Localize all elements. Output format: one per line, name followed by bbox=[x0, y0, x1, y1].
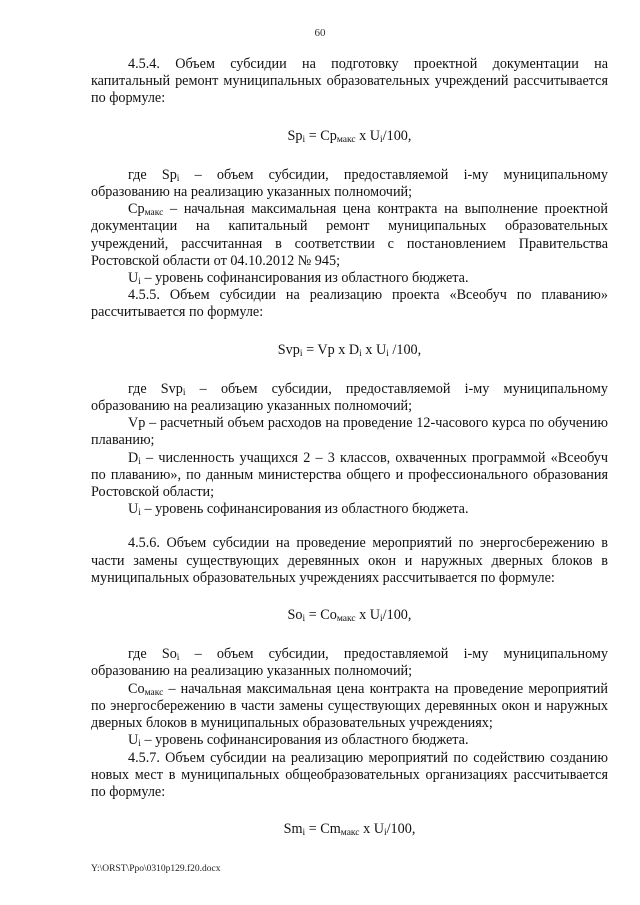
definition-sp: где $Sp_i$ – объем субсидии, предоставляемой i-му муниципальному образованию на реализацию указанных полномочий; bbox=[91, 166, 608, 201]
formula-so: $So_i = Co_{макс}$ x $U_i/100$, bbox=[287, 607, 412, 625]
section-4-5-4-intro: 4.5.4. Объем субсидии на подготовку проектной документации на капитальный ремонт муниципальных образовательных учреждений рассчитывается по формуле: bbox=[91, 56, 608, 107]
page-number: 60 bbox=[314, 27, 326, 39]
definition-cp: $Cp_{макс}$ – начальная максимальная цена контракта на выполнение проектной документации на капитальный ремонт муниципальных образовательных учреждений, рассчитанная в соответствии с постановлением Правительства Ростовской области от 04.10.2012 № 945; bbox=[91, 201, 608, 269]
formula-svp: Svp$_i$ = Vp x $D_i$ x $U_i$ /100, bbox=[277, 341, 422, 359]
definition-u: $U_i$ – уровень софинансирования из областного бюджета. bbox=[128, 501, 469, 519]
formula-sp: $Sp_i = Cp_{макс}$ x $U_i/100$, bbox=[287, 127, 412, 145]
definition-co: $Co_{макс}$ – начальная максимальная цена контракта на проведение мероприятий по энергосбережению в части замены существующих деревянных окон и наружных дверных блоков в муниципальных образовательных учреждениях; bbox=[91, 680, 608, 732]
definition-d: $D_i$ – численность учащихся 2 – 3 классов, охваченных программой «Всеобуч по плаванию», по данным министерства общего и профессионального образования Ростовской области; bbox=[91, 449, 608, 501]
definition-svp: где Svp$_i$ – объем субсидии, предоставляемой i-му муниципальному образованию на реализацию указанных полномочий; bbox=[91, 380, 608, 415]
definition-so: где $So_i$ – объем субсидии, предоставляемой i-му муниципальному образованию на реализацию указанных полномочий; bbox=[91, 646, 608, 680]
footer-file-path: Y:\ORST\Ppo\0310p129.f20.docx bbox=[91, 864, 221, 874]
formula-sm: $Sm_i = Cm_{макс}$ x $U_i/100$, bbox=[283, 821, 416, 839]
definition-u: $U_i$ – уровень софинансирования из областного бюджета. bbox=[128, 270, 469, 288]
section-4-5-7-intro: 4.5.7. Объем субсидии на реализацию мероприятий по содействию созданию новых мест в муниципальных общеобразовательных организациях рассчитывается по формуле: bbox=[91, 749, 608, 800]
definition-u: $U_i$ – уровень софинансирования из областного бюджета. bbox=[128, 732, 469, 750]
section-4-5-6-intro: 4.5.6. Объем субсидии на проведение мероприятий по энергосбережению в части замены существующих деревянных окон и наружных дверных блоков в муниципальных образовательных учреждениях рассчитывается по формуле: bbox=[91, 535, 608, 586]
document-body bbox=[91, 56, 608, 860]
definition-vp: Vp – расчетный объем расходов на проведение 12-часового курса по обучению плаванию; bbox=[91, 415, 608, 449]
section-4-5-5-intro: 4.5.5. Объем субсидии на реализацию проекта «Всеобуч по плаванию» рассчитывается по формуле: bbox=[91, 287, 608, 321]
